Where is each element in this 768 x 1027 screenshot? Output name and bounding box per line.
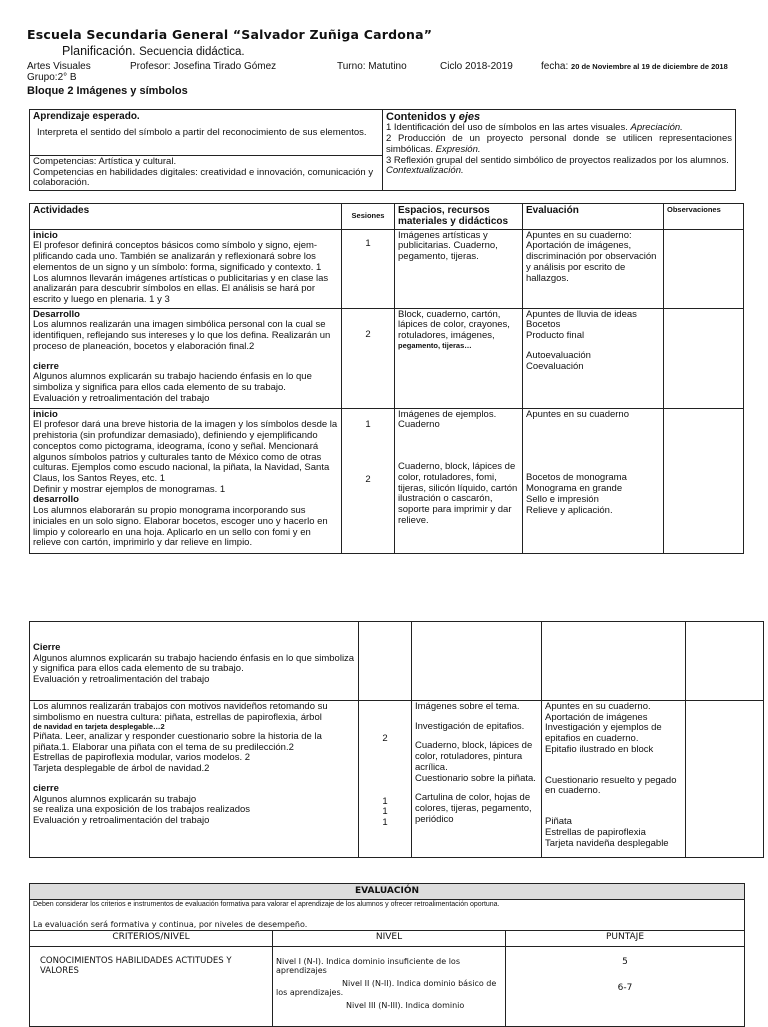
evaluation-item: Producto final [526,330,585,342]
level-3: Nivel III (N-III). Indica dominio [346,1001,465,1011]
content-2-axis: Expresión. [435,143,481,155]
cierre-text-3: Evaluación y retroalimentación del trabajo [33,815,210,827]
evaluation-item: Piñata [545,816,572,828]
learning-cell [30,110,383,156]
block-title: Bloque 2 Imágenes y símbolos [27,85,188,97]
evaluation-item: Bocetos de monograma [526,472,627,484]
resources-small: pegamento, tijeras… [398,340,472,350]
evaluation-note: Evaluación y retroalimentación del trabajo [33,392,210,404]
school-cycle: Ciclo 2018-2019 [440,61,513,72]
criteria-cell: CONOCIMIENTOS HABILIDADES ACTITUDES Y VALORES [30,946,273,1026]
planning-title [62,44,245,59]
cierre-label: cierre [33,782,59,794]
activity-text-3: Los alumnos elaborarán su propio monograma incorporando sus iniciales en un solo signo. Elaborar bocetos, escoger uno y hacerlo en limpio y colorearlo en una hoja. Aplicarlo en un sello con fomi y en relieve con cartón, imprimirlo y dar relieve en limpio. [33,505,328,549]
cierre-label: cierre [33,360,59,372]
evaluation-item: Bocetos [526,319,561,331]
date [541,61,728,72]
evaluation-note: Deben considerar los criterios e instrumentos de evaluación formativa para valorar el aprendizaje de los alumnos y ofrecer retroalimentación oportuna. [33,901,500,908]
learning-text: Interpreta el sentido del símbolo a partir del reconocimiento de sus elementos. [37,127,367,139]
resources-cell: Imágenes artísticas y publicitarias. Cuaderno, pegamento, tijeras. [395,229,523,308]
activity-text: El profesor dará una breve historia de la imagen y los símbolos desde la prehistoria (sin profundizar demasiado), definiendo y ejemplificando conceptos como pictograma, ideograma, ícono y señal. Mencionará algunos símbolos patrios y culturales tanto de México como de otras culturas. Ejemplos como escudo nacional, la piñata, la Navidad, Santa Claus, los Santos Reyes, etc. 1 [33,419,338,484]
table-row [30,408,744,553]
date-label: fecha: [541,61,569,72]
activity-cell [30,701,359,858]
activity-text-2: Definir y mostrar ejemplos de monogramas. 1 [33,483,226,495]
sessions-cell [359,622,412,701]
col-sessions [342,204,395,230]
activity-cell [30,622,359,701]
evaluation-item: Cuestionario resuelto y pegado en cuaderno. [545,774,677,797]
school-name: Escuela Secundaria General “Salvador Zuñiga Cardona” [27,27,433,42]
evaluation-cell [542,701,686,858]
evaluation-item: Relieve y aplicación. [526,504,613,516]
evaluation-note-cell [30,900,745,931]
resources-text: Imágenes de ejemplos. Cuaderno [398,408,497,431]
resources-cell [395,308,523,408]
contents-cell [383,110,736,191]
sessions-value: 1 [365,418,371,430]
resources-text-2: Cuaderno, block, lápices de color, rotuladores, fomi, tijeras, silicón líquido, cartón ilustración o cascarón, soporte para imprimir y dar relieve. [398,461,518,526]
activity-label: Desarrollo [33,308,80,320]
col-level: NIVEL [273,930,506,946]
sessions-cell [342,408,395,553]
observations-cell [664,229,744,308]
col-evaluation: Evaluación [523,204,664,230]
evaluation-item: Apuntes en su cuaderno [526,408,629,420]
evaluation-statement: La evaluación será formativa y continua, por niveles de desempeño. [33,919,308,929]
col-score: PUNTAJE [506,930,745,946]
observations-cell [664,408,744,553]
resources-text: Investigación de epitafios. [415,720,525,732]
evaluation-item: Apuntes en su cuaderno. [545,701,651,712]
table-row [30,229,744,308]
sessions-cell [342,229,395,308]
col-observations-label: Observaciones [667,205,721,214]
content-2-text: 2 Producción de un proyecto personal donde se utilicen representaciones simbólicas. [386,133,732,155]
content-2 [386,134,732,155]
evaluation-cell [523,308,664,408]
level-1: Nivel I (N-I). Indica dominio insuficiente de los aprendizajes [276,956,460,975]
resources-cell [412,622,542,701]
activities-table [29,203,744,554]
competencies-cell [30,156,383,191]
score-cell [506,946,745,1026]
activity-text-b: Piñata. Leer, analizar y responder cuestionario sobre la historia de la piñata.1. Elaborar una piñata con el tema de su predilección.2 [33,730,322,753]
content-3-axis: Contextualización. [386,165,464,177]
sessions-cell [342,308,395,408]
sessions-value: 1 [382,817,388,829]
observations-cell [664,308,744,408]
activity-text: Los alumnos realizarán trabajos con motivos navideños retomando su simbolismo en nuestra cultura: piñata, estrellas de papiroflexia, árbol [33,701,328,723]
evaluation-item: Monograma en grande [526,483,623,495]
competencies-2: Competencias en habilidades digitales: creatividad e innovación, comunicación y colaboración. [33,166,374,189]
table-row [30,701,764,858]
content-1-text: 1 Identificación del uso de símbolos en las artes visuales. [386,122,631,134]
table-row [30,622,764,701]
content-3 [386,156,732,177]
activity-cell [30,229,342,308]
contents-title-text: Contenidos y [386,111,459,123]
activities-table-continued [29,621,764,858]
col-resources: Espacios, recursos materiales y didácticos [395,204,523,230]
evaluation-cell [523,408,664,553]
evaluation-item: Autoevaluación [526,349,591,361]
sessions-value: 2 [365,328,371,340]
observations-cell [686,622,764,701]
evaluation-note: Evaluación y retroalimentación del trabajo [33,674,210,686]
activity-cell [30,408,342,553]
date-value: 20 de Noviembre al 19 de diciembre de 2018 [571,62,728,71]
evaluation-item: Investigación y ejemplos de epitafios en cuaderno. [545,722,662,745]
col-activities: Actividades [30,204,342,230]
sessions-value: 1 [365,237,371,249]
activity-text: Algunos alumnos explicarán su trabajo haciendo énfasis en lo que simboliza y significa para ellos cada elemento de su trabajo. [33,652,355,675]
cierre-text-2: se realiza una exposición de los trabajos realizados [33,804,251,816]
contents-title-em: ejes [458,111,481,123]
evaluation-item: Tarjeta navideña desplegable [545,837,669,849]
activity-label: inicio [33,408,58,420]
activity-label: Cierre [33,642,61,653]
learning-table [29,109,736,191]
evaluation-cell [542,622,686,701]
resources-cell [395,408,523,553]
level-cell [273,946,506,1026]
resources-text: Cuaderno, block, lápices de color, rotuladores, pintura acrílica. [415,740,533,773]
evaluation-item: Apuntes de lluvia de ideas [526,308,637,320]
activity-cell [30,308,342,408]
evaluation-table [29,883,745,1027]
content-1-axis: Apreciación. [630,122,683,134]
evaluation-item: Sello e impresión [526,493,599,505]
table-row [30,308,744,408]
activity-text-c: Estrellas de papiroflexia modular, varios modelos. 2 [33,752,251,764]
planning-label: Planificación. [62,44,136,58]
activity-text: Los alumnos realizarán una imagen simbólica personal con la cual se identifiquen, reflejando sus intereses y lo que los defina. Realizarán un proceso de planeación, bocetos y elaboración final.2 [33,319,331,352]
evaluation-title: EVALUACIÓN [30,884,745,900]
sessions-value: 1 [382,795,388,807]
col-criteria: CRITERIOS/NIVEL [30,930,273,946]
activity-label: inicio [33,229,58,241]
sessions-value-2: 2 [365,474,371,486]
col-observations [664,204,744,230]
activity-text: El profesor definirá conceptos básicos como símbolo y signo, ejem-plificando cada uno. También se analizarán y reflexionará sobre los elementos de un signo y un símbolo: forma, significado y contexto. 1 Los alumnos llevarán imágenes artísticas o publicitarias y en clase las analizarán para descubrir símbolos en ellas. El análisis se hará por escrito y luego en plenaria. 1 y 3 [33,240,329,305]
shift: Turno: Matutino [337,61,407,72]
activity-text-d: Tarjeta desplegable de árbol de navidad.2 [33,763,210,775]
activity-text-small: de navidad en tarjeta desplegable…2 [33,722,165,732]
evaluation-item: Estrellas de papiroflexia [545,826,646,838]
cierre-text-1: Algunos alumnos explicarán su trabajo [33,793,197,805]
planning-subtitle: Secuencia didáctica. [139,46,245,58]
learning-title: Aprendizaje esperado. [33,111,140,122]
group: Grupo:2° B [27,72,77,83]
score-2: 6-7 [617,983,633,994]
resources-text: Imágenes sobre el tema. [415,701,520,712]
competencies-1: Competencias: Artística y cultural. [33,156,177,167]
subject: Artes Visuales [27,61,91,72]
resources-cell [412,701,542,858]
teacher: Profesor: Josefina Tirado Gómez [130,61,277,72]
cierre-text: Algunos alumnos explicarán su trabajo haciendo énfasis en lo que simboliza y significa para ellos cada elemento de su trabajo. [33,371,312,393]
level-2: Nivel II (N-II). Indica dominio básico de los aprendizajes. [276,979,497,998]
sessions-cell [359,701,412,858]
evaluation-item: Coevaluación [526,360,584,372]
resources-text: Block, cuaderno, cartón, lápices de color, crayones, rotuladores, imágenes, [398,308,510,342]
sessions-value: 2 [382,733,388,744]
evaluation-item: Epitafio ilustrado en block [545,743,654,755]
sessions-value: 1 [382,806,388,818]
col-sessions-label: Sesiones [351,210,385,220]
score-1: 5 [622,956,628,967]
content-3-text: 3 Reflexión grupal del sentido simbólico de proyectos realizados por los alumnos. [386,154,729,166]
evaluation-cell: Apuntes en su cuaderno: Aportación de imágenes, discriminación por observación y análisis por escrito de hallazgos. [523,229,664,308]
resources-text: Cuestionario sobre la piñata. [415,772,536,784]
observations-cell [686,701,764,858]
activity-label-2: desarrollo [33,494,79,506]
evaluation-item: Aportación de imágenes [545,711,648,723]
resources-text: Cartulina de color, hojas de colores, tijeras, pegamento, periódico [415,792,532,825]
